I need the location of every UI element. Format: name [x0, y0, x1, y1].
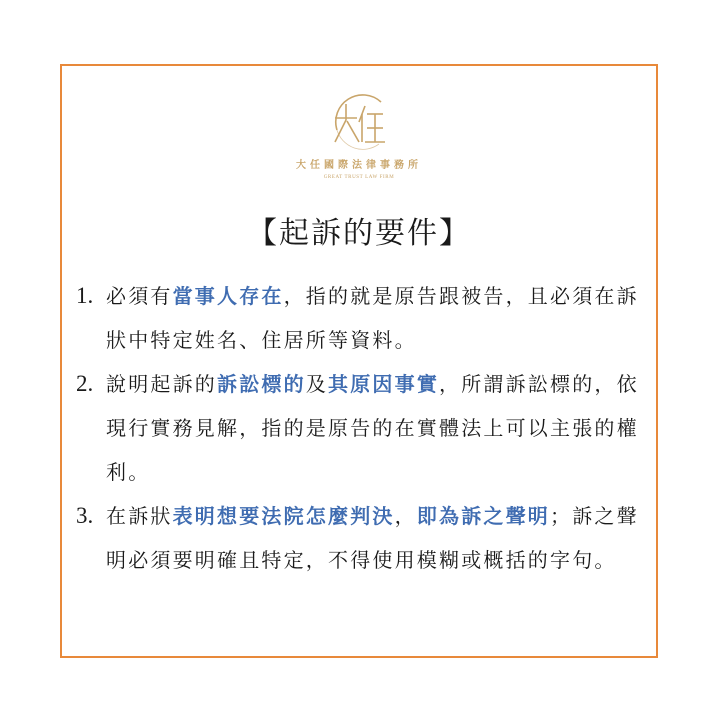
item-text: ；訴之聲明必須要明確且特定，不得使用模糊或概括的字句。 [106, 504, 639, 572]
logo-mark-icon [329, 92, 389, 154]
list-item-1 [76, 274, 650, 362]
item-number: 2. [76, 371, 94, 396]
item-highlight: 其原因事實 [328, 372, 440, 396]
page-title: 【起訴的要件】 [247, 216, 471, 251]
item-text: ，所謂訴訟標的，依現行實務見解，指的是原告的在實體法上可以主張的權利。 [106, 372, 639, 484]
list-item-3 [76, 494, 650, 582]
requirements-list [76, 274, 650, 582]
list-item-2 [76, 362, 650, 494]
item-highlight: 當事人存在 [172, 284, 284, 308]
item-highlight: 即為訴之聲明 [416, 504, 551, 528]
item-number: 3. [76, 503, 94, 528]
firm-logo [62, 92, 656, 180]
item-text: 及 [305, 372, 329, 396]
item-text: ， [394, 504, 417, 528]
item-highlight: 訴訟標的 [217, 372, 306, 396]
item-text: 說明起訴的 [106, 372, 217, 396]
firm-name-chinese: 大任國際法律事務所 [296, 160, 422, 171]
item-highlight: 表明想要法院怎麼判決 [172, 504, 395, 528]
firm-name-english: GREAT TRUST LAW FIRM [323, 175, 395, 180]
item-text: 在訴狀 [106, 504, 173, 528]
item-text: ，指的就是原告跟被告，且必須在訴狀中特定姓名、住居所等資料。 [106, 284, 639, 352]
content-frame [60, 64, 658, 658]
item-text: 必須有 [106, 284, 173, 308]
item-number: 1. [76, 283, 94, 308]
